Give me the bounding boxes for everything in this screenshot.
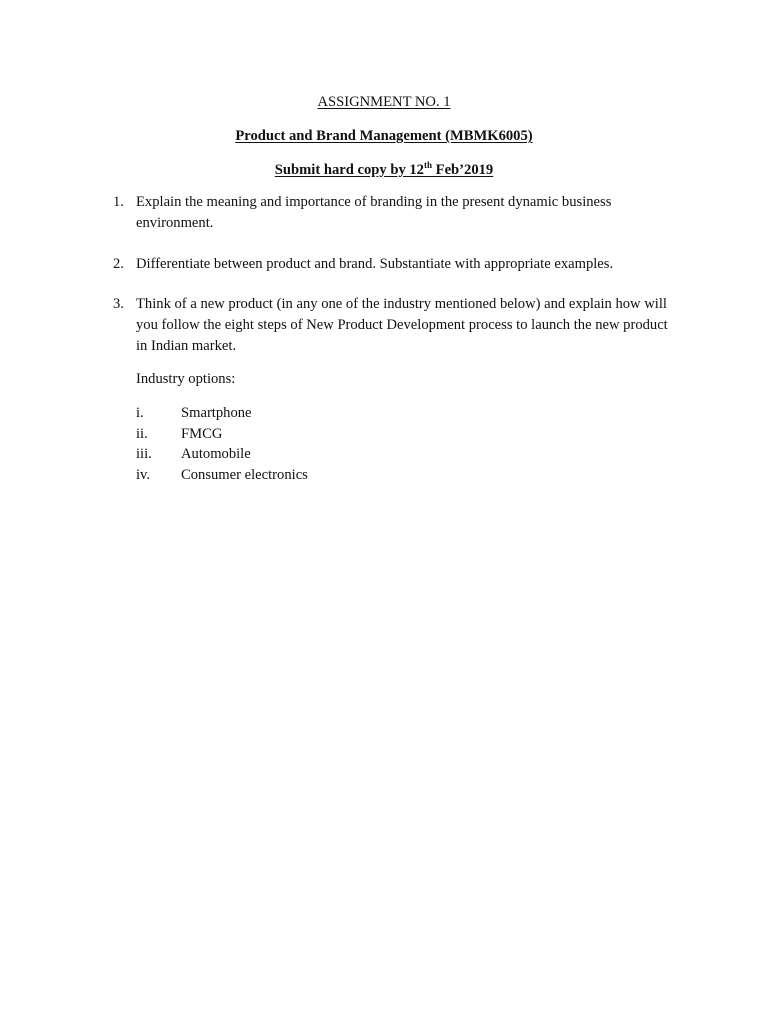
submission-deadline-text: Submit hard copy by 12	[274, 162, 424, 178]
question-item	[113, 294, 673, 357]
option-label: Automobile	[181, 446, 251, 462]
assignment-title: ASSIGNMENT NO. 1	[317, 94, 451, 110]
list-item	[136, 403, 436, 424]
question-text: Differentiate between product and brand. Substantiate with appropriate examples.	[136, 256, 614, 272]
option-label: Smartphone	[181, 405, 252, 421]
industry-options-title: Industry options:	[136, 371, 236, 387]
option-numeral: iii.	[136, 446, 152, 462]
option-numeral: ii.	[136, 425, 148, 442]
list-item	[136, 444, 436, 465]
submission-deadline-ordinal: th	[423, 160, 432, 170]
question-number: 2.	[113, 256, 124, 272]
industry-options-list	[136, 403, 436, 485]
question-number: 3.	[113, 296, 124, 312]
course-title: Product and Brand Management (MBMK6005)	[235, 128, 533, 144]
option-numeral: iv.	[136, 466, 151, 483]
question-item	[113, 254, 673, 275]
option-numeral: i.	[136, 405, 144, 421]
question-text: Think of a new product (in any one of the industry mentioned below) and explain how will you follow the eight steps of New Product Development process to launch the new product in Indian market.	[136, 296, 668, 354]
question-item	[113, 192, 673, 234]
question-text: Explain the meaning and importance of branding in the present dynamic business environment.	[136, 194, 612, 231]
submission-deadline	[0, 161, 768, 179]
question-number: 1.	[113, 194, 124, 210]
list-item	[136, 424, 436, 445]
option-label: Consumer electronics	[181, 466, 308, 483]
submission-deadline-date: Feb’2019	[432, 162, 494, 178]
list-item	[136, 465, 436, 486]
option-label: FMCG	[181, 425, 223, 442]
